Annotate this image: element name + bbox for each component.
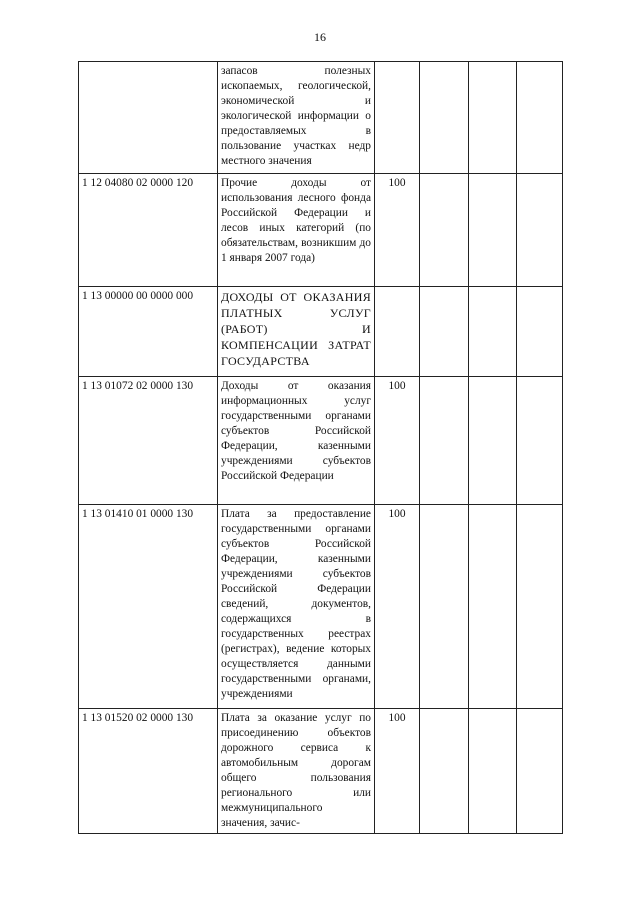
budget-code-cell: 1 13 01520 02 0000 130 <box>79 709 218 834</box>
revenue-name-cell: Плата за оказание услуг по присоединению объектов дорожного сервиса к автомобильным дорогам общего пользования регионального или межмуниципального значения, зачис- <box>218 709 375 834</box>
budget-code-cell: 1 12 04080 02 0000 120 <box>79 174 218 287</box>
table-row <box>79 174 563 287</box>
empty-cell <box>517 62 563 174</box>
empty-cell <box>420 709 469 834</box>
empty-cell <box>420 62 469 174</box>
budget-code-cell: 1 13 01410 01 0000 130 <box>79 505 218 709</box>
empty-cell <box>469 377 517 505</box>
table-row <box>79 287 563 377</box>
table-row <box>79 377 563 505</box>
page-number: 16 <box>314 30 326 44</box>
budget-code-cell: 1 13 00000 00 0000 000 <box>79 287 218 377</box>
percent-cell <box>375 287 420 377</box>
revenue-name-cell: Доходы от оказания информационных услуг государственными органами субъектов Российской Федерации, казенными учреждениями субъектов Российской Федерации <box>218 377 375 505</box>
percent-cell: 100 <box>375 505 420 709</box>
empty-cell <box>469 174 517 287</box>
percent-cell: 100 <box>375 377 420 505</box>
percent-cell: 100 <box>375 174 420 287</box>
revenue-name-cell: запасов полезных ископаемых, геологической, экономической и экологической информации о предоставляемых в пользование участках недр местного значения <box>218 62 375 174</box>
revenue-name-cell: ДОХОДЫ ОТ ОКАЗАНИЯ ПЛАТНЫХ УСЛУГ (РАБОТ) И КОМПЕНСАЦИИ ЗАТРАТ ГОСУДАРСТВА <box>218 287 375 377</box>
empty-cell <box>517 174 563 287</box>
table-row <box>79 709 563 834</box>
table-row <box>79 505 563 709</box>
revenue-name-cell: Плата за предоставление государственными органами субъектов Российской Федерации, казенными учреждениями субъектов Российской Федерации сведений, документов, содержащихся в государственных реестрах (регистрах), ведение которых осуществляется данными государственными органами, учреждениями <box>218 505 375 709</box>
budget-classification-table <box>78 61 563 834</box>
empty-cell <box>517 287 563 377</box>
empty-cell <box>420 377 469 505</box>
empty-cell <box>517 709 563 834</box>
empty-cell <box>469 62 517 174</box>
budget-code-cell <box>79 62 218 174</box>
empty-cell <box>469 709 517 834</box>
percent-cell <box>375 62 420 174</box>
empty-cell <box>469 287 517 377</box>
empty-cell <box>517 377 563 505</box>
empty-cell <box>517 505 563 709</box>
percent-cell: 100 <box>375 709 420 834</box>
budget-code-cell: 1 13 01072 02 0000 130 <box>79 377 218 505</box>
table-row <box>79 62 563 174</box>
empty-cell <box>469 505 517 709</box>
empty-cell <box>420 505 469 709</box>
revenue-name-cell: Прочие доходы от использования лесного фонда Российской Федерации и лесов иных категорий (по обязательствам, возникшим до 1 января 2007 года) <box>218 174 375 287</box>
empty-cell <box>420 287 469 377</box>
empty-cell <box>420 174 469 287</box>
